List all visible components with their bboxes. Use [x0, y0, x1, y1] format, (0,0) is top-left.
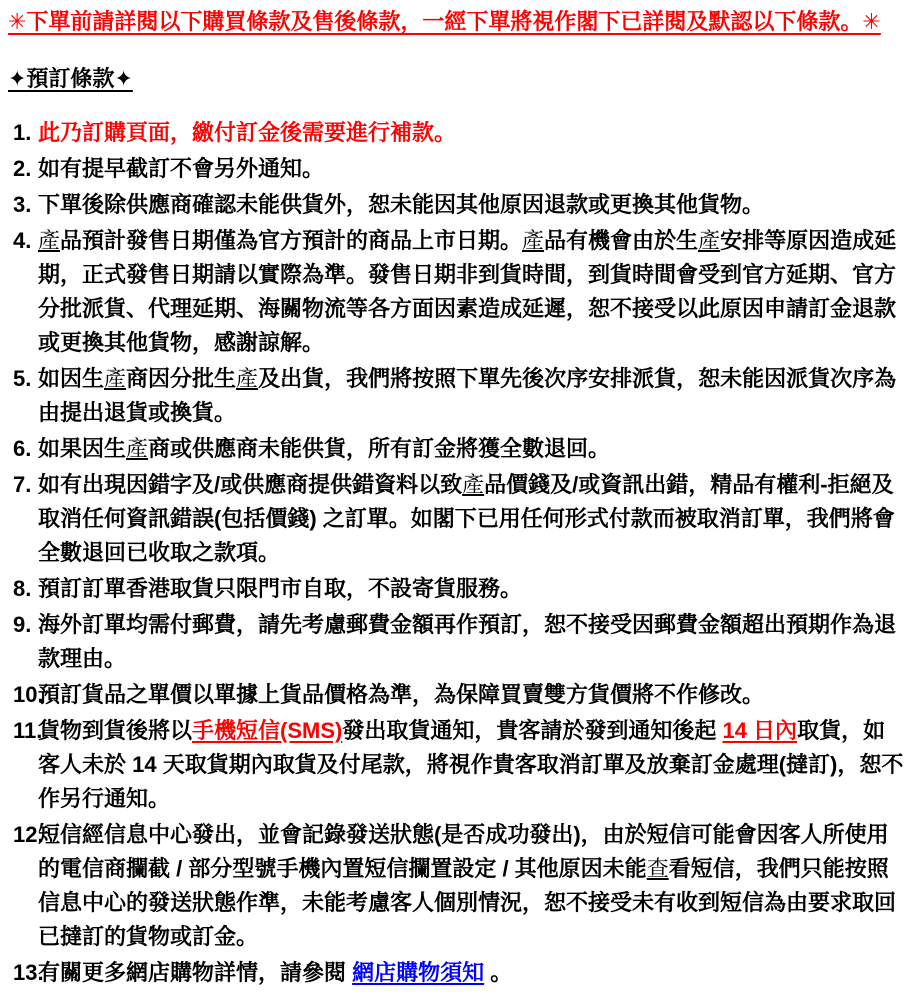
term-segment: 產 [522, 228, 545, 253]
term-number: 11. [13, 718, 43, 743]
term-item-5 [8, 362, 905, 430]
term-text [38, 718, 903, 811]
term-text [38, 228, 896, 355]
term-segment: 商或供應商未能供貨，所有訂金將獲全數退回。 [148, 436, 611, 461]
term-number: 13. [13, 960, 44, 985]
term-number: 12. [13, 822, 44, 847]
term-segment: 如有出現因錯字及/或供應商提供錯資料以致 [38, 472, 463, 497]
terms-list [8, 116, 905, 990]
term-text [38, 960, 512, 985]
term-text [38, 366, 896, 425]
term-item-4 [8, 224, 905, 360]
term-segment: 安排等原因造成延期，正式發售日期請以實際為準。發售日期非到貨時間，到貨時間會受到官方延期、官方分批派貨、代理延期、海關物流等各方面因素造成延遲，恕不接受以此原因申請訂金退款或更換其他貨物，感謝諒解。 [38, 228, 897, 355]
term-segment: 手機短信(SMS) [192, 718, 343, 743]
term-segment: 看短信，我們只能按照信息中心的發送狀態作準，未能考慮客人個別情況，恕不接受未有收到短信為由要求取回已撻訂的貨物或訂金。 [38, 856, 897, 949]
term-segment: 下單後除供應商確認未能供貨外，恕未能因其他原因退款或更換其他貨物。 [38, 192, 765, 217]
term-text [38, 576, 522, 601]
term-segment: 品預計發售日期僅為官方預計的商品上市日期。 [60, 228, 523, 253]
term-segment: 查 [646, 856, 669, 881]
term-number: 1. [13, 120, 32, 145]
term-segment: 產 [126, 436, 149, 461]
preorder-terms-title: ✦預訂條款✦ [8, 66, 133, 91]
term-segment: 取貨，如客人未於 14 天取貨期內取貨及付尾款，將視作貴客取消訂單及放棄訂金處理(撻訂)，恕不作另行通知。 [38, 718, 904, 811]
term-number: 10. [13, 682, 44, 707]
term-item-12 [8, 818, 905, 954]
term-segment: 產 [698, 228, 721, 253]
term-text [38, 472, 895, 565]
term-segment: 及出貨，我們將按照下單先後次序安排派貨，恕未能因派貨次序為由提出退貨或換貨。 [38, 366, 897, 425]
term-segment: 短信經信息中心發出，並會記錄發送狀態(是否成功發出)，由於短信可能會因客人所使用的電信商攔截 / 部分型號手機內置短信攔置設定 / 其他原因未能 [38, 822, 889, 881]
purchase-notice-header: ✳下單前請詳閱以下購買條款及售後條款，一經下單將視作閣下已詳閱及默認以下條款。✳ [8, 9, 881, 34]
term-item-1 [8, 116, 905, 150]
term-text [38, 120, 456, 145]
term-item-11 [8, 714, 905, 816]
term-number: 6. [13, 436, 32, 461]
term-number: 3. [13, 192, 32, 217]
term-number: 7. [13, 472, 32, 497]
term-text [38, 612, 896, 671]
term-segment: 預訂貨品之單價以單據上貨品價格為準，為保障買賣雙方貨價將不作修改。 [38, 682, 765, 707]
term-number: 5. [13, 366, 32, 391]
term-item-7 [8, 468, 905, 570]
term-number: 9. [13, 612, 32, 637]
term-segment: 此乃訂購頁面，繳付訂金後需要進行補款。 [38, 120, 457, 145]
term-item-2 [8, 152, 905, 186]
term-segment: 發出取貨通知，貴客請於發到通知後起 [342, 718, 723, 743]
term-item-9 [8, 608, 905, 676]
term-segment: 品價錢及/或資訊出錯，精品有權利-拒絕及取消任何資訊錯誤(包括價錢) 之訂單。如閣下已用任何形式付款而被取消訂單，我們將會全數退回已收取之款項。 [38, 472, 895, 565]
term-segment: 貨物到貨後將以 [38, 718, 193, 743]
term-item-10 [8, 678, 905, 712]
term-segment: 14 日內 [722, 718, 798, 743]
term-segment: 商因分批生 [126, 366, 237, 391]
term-segment: 如有提早截訂不會另外通知。 [38, 156, 325, 181]
term-text [38, 822, 896, 949]
term-segment: 海外訂單均需付郵費，請先考慮郵費金額再作預訂，恕不接受因郵費金額超出預期作為退款理由。 [38, 612, 897, 671]
term-item-8 [8, 572, 905, 606]
term-segment: 如果因生 [38, 436, 127, 461]
term-number: 4. [13, 228, 32, 253]
term-item-6 [8, 432, 905, 466]
term-item-3 [8, 188, 905, 222]
term-text [38, 192, 764, 217]
term-item-13 [8, 956, 905, 990]
term-segment: 產 [462, 472, 485, 497]
term-text [38, 436, 610, 461]
term-segment: 如因生 [38, 366, 105, 391]
term-segment: 有關更多網店購物詳情，請參閱 [38, 960, 353, 985]
term-segment: 產 [104, 366, 127, 391]
shop-guide-link[interactable]: 網店購物須知 [352, 960, 485, 985]
term-segment: 產 [38, 228, 61, 253]
term-segment: 。 [484, 960, 513, 985]
term-segment: 預訂訂單香港取貨只限門市自取，不設寄貨服務。 [38, 576, 523, 601]
term-text [38, 156, 324, 181]
term-number: 2. [13, 156, 32, 181]
term-segment: 品有機會由於生 [544, 228, 699, 253]
term-number: 8. [13, 576, 32, 601]
term-segment: 產 [236, 366, 259, 391]
term-text [38, 682, 764, 707]
